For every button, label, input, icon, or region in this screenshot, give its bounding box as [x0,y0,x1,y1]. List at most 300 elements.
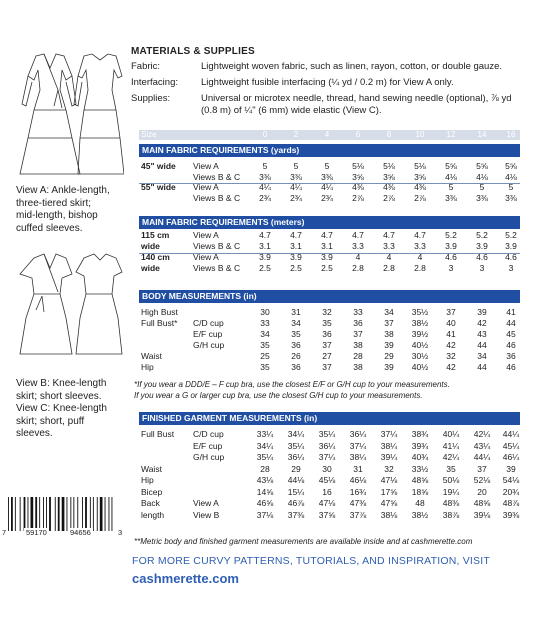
cell-value: 36 [353,318,363,328]
cell-value: 43 [477,329,487,339]
row-label: Full Bust [141,429,175,439]
size-header-bar [139,130,520,140]
cell-value: 4 [386,252,392,262]
cell-value: 17⅝ [380,486,398,497]
cell-value: 52⅛ [473,475,491,485]
cell-value: 36 [506,351,516,361]
cell-value: 4.6 [476,252,488,262]
barcode-bar [8,497,9,531]
cell-value: 42 [446,340,456,350]
barcode-digit-right: 3 [118,528,123,537]
cell-value: 46 [506,362,516,372]
cell-value: 37 [322,340,332,350]
cell-value: 2⅞ [352,192,364,203]
barcode-bar [43,497,44,531]
cell-value: 38½ [411,509,429,520]
cell-value: 33¼ [256,429,274,439]
cell-value: 2⅞ [414,192,426,203]
cell-value: 3⅝ [383,171,395,182]
cell-value: 35¼ [318,429,336,439]
row-sublabel: G/H cup [193,340,225,350]
size-col: 14 [477,130,487,139]
cell-value: 4¼ [321,182,333,192]
table-row [139,182,520,193]
view-bc-line: sleeves. [16,428,53,439]
cta-text: FOR MORE CURVY PATTERNS, TUTORIALS, AND INSPIRATION, VISIT [132,555,490,567]
cell-value: 31 [353,463,363,474]
cell-value: 2.5 [259,263,271,273]
cell-value: 47⅜ [349,498,367,508]
table-row [139,263,520,274]
body-note: If you wear a G or larger cup bra, use the closest G/H cup to your measurements. [134,391,423,400]
cell-value: 3.3 [383,241,395,251]
cell-value: 43¼ [473,440,491,451]
cell-value: 46⅛ [349,475,367,485]
cell-value: 45⅛ [318,475,336,485]
cell-value: 33½ [411,463,429,474]
cell-value: 5 [479,182,485,192]
view-bc-line: View B: Knee-length [16,378,107,389]
cell-value: 30 [260,307,270,317]
cell-value: 3⅜ [476,192,488,203]
row-label: 115 cm [141,230,170,240]
barcode-bar [35,497,37,531]
row-label: Hip [141,475,154,485]
cell-value: 40½ [411,340,429,350]
cell-value: 29 [291,463,301,474]
cell-value: 5⅛ [383,161,395,171]
cell-value: 28 [260,463,270,474]
cell-value: 44 [506,318,516,328]
cell-value: 44⅛ [287,475,305,485]
cell-value: 3 [508,263,514,273]
row-label: Back [141,498,160,508]
cell-value: 18⅝ [411,486,429,497]
row-label: Hip [141,362,154,372]
view-bc-caption [16,378,107,441]
cell-value: 27 [322,351,332,361]
cell-value: 37 [322,362,332,372]
cell-value: 38⅞ [442,509,460,520]
view-bc-line: skirt; short sleeves. [16,390,102,402]
finished-section-title: FINISHED GARMENT MEASUREMENTS (in) [139,412,520,425]
cell-value: 37¼ [380,429,398,439]
barcode-bar [55,497,56,531]
row-label: Bicep [141,486,163,497]
cell-value: 46⅞ [287,498,305,508]
row-sublabel: C/D cup [193,429,224,439]
cell-value: 34 [291,318,301,328]
cell-value: 43⅛ [256,475,274,485]
cell-value: 5⅝ [505,161,517,171]
materials-title: MATERIALS & SUPPLIES [131,46,255,57]
row-sublabel: E/F cup [193,329,223,339]
cell-value: 4¼ [259,182,271,192]
cell-value: 28 [353,351,363,361]
row-sublabel: G/H cup [193,452,225,462]
cell-value: 4.7 [352,230,364,240]
cell-value: 5 [448,182,454,192]
body-section-title: BODY MEASUREMENTS (in) [139,290,520,303]
cell-value: 35 [322,318,332,328]
table-row [139,172,520,183]
cell-value: 35 [291,329,301,339]
cell-value: 3⅝ [352,171,364,182]
cell-value: 16 [322,486,332,497]
cell-value: 38 [384,329,394,339]
cell-value: 41 [506,307,516,317]
cell-value: 4⅛ [505,171,517,182]
size-col: 12 [446,130,456,139]
view-a-caption [16,185,110,235]
cell-value: 35 [260,362,270,372]
barcode-bar [105,497,106,531]
view-a-line: View A: Ankle-length, [16,185,110,196]
cell-value: 19¼ [442,486,460,497]
cell-value: 34 [384,307,394,317]
materials-label: Fabric: [131,61,161,72]
cell-value: 4 [355,252,361,262]
barcode-bar [112,497,113,531]
cell-value: 4⅛ [445,171,457,182]
cell-value: 4.6 [445,252,457,262]
size-col: 0 [262,130,268,139]
barcode-bar [28,497,29,531]
cell-value: 38½ [411,318,429,328]
cell-value: 39 [384,362,394,372]
row-label: Waist [141,463,162,474]
cell-value: 37⅛ [256,509,274,520]
cell-value: 48⅝ [411,475,429,485]
cell-value: 26 [291,351,301,361]
row-label: 140 cm [141,252,170,262]
cell-value: 44¼ [473,452,491,462]
cell-value: 3.9 [476,241,488,251]
barcode-bar [100,497,103,531]
cell-value: 3.9 [445,241,457,251]
materials-text: Universal or microtex needle, thread, hand sewing needle (optional), ⅞ yd [201,93,512,104]
cell-value: 5⅛ [352,161,364,171]
cell-value: 20 [477,486,487,497]
table-row [139,252,520,263]
cell-value: 3 [479,263,485,273]
row-label: Waist [141,351,162,361]
cell-value: 37 [477,463,487,474]
barcode-bar [39,497,40,531]
row-sublabel: Views B & C [193,241,241,251]
barcode-bar [70,497,71,531]
barcode-bar [109,497,110,531]
cell-value: 5 [508,182,514,192]
cell-value: 15¼ [287,486,305,497]
cell-value: 48⅜ [442,498,460,508]
cell-value: 50⅛ [442,475,460,485]
cell-value: 30 [322,463,332,474]
cell-value: 2.8 [383,263,395,273]
cell-value: 41 [446,329,456,339]
barcode-digits-2: 94656 [70,528,91,537]
table-row [139,329,520,340]
cell-value: 40¾ [411,452,429,462]
cell-value: 39⅛ [473,509,491,520]
cell-value: 2.8 [352,263,364,273]
row-sublabel: Views B & C [193,171,241,182]
cell-value: 29 [384,351,394,361]
cell-value: 35¼ [256,452,274,462]
row-label: wide [141,263,160,273]
cell-value: 3.9 [505,241,517,251]
cell-value: 32 [384,463,394,474]
cell-value: 37 [446,307,456,317]
row-label: length [141,509,165,520]
barcode-bar [58,497,60,531]
table-row [139,452,520,464]
cell-value: 3⅜ [290,171,302,182]
cell-value: 5⅝ [476,161,488,171]
cell-value: 35½ [411,307,429,317]
size-label: Size [141,130,157,139]
barcode-bar [85,497,87,531]
cell-value: 2.8 [414,263,426,273]
cell-value: 33 [260,318,270,328]
size-col: 16 [506,130,516,139]
cell-value: 3.9 [290,252,302,262]
table-row [139,193,520,204]
barcode-bar [11,497,13,531]
table-row [139,510,520,522]
cell-value: 3.9 [321,252,333,262]
table-row [139,241,520,252]
barcode-bar [82,497,83,531]
materials-fabric [131,61,551,73]
cell-value: 3⅜ [505,192,517,203]
cell-value: 14⅝ [256,486,274,497]
cell-value: 16¾ [349,486,367,497]
cell-value: 39½ [411,329,429,339]
cell-value: 2.5 [290,263,302,273]
cell-value: 36 [291,362,301,372]
table-row [139,498,520,510]
table-row [139,318,520,329]
cell-value: 5⅛ [414,161,426,171]
cell-value: 44 [477,340,487,350]
barcode [0,495,121,537]
cell-value: 40¼ [442,429,460,439]
cell-value: 25 [260,351,270,361]
view-bc-line: View C: Knee-length [16,403,107,414]
cell-value: 34¼ [287,429,305,439]
cell-value: 37 [353,329,363,339]
cell-value: 38 [353,362,363,372]
cell-value: 4.7 [414,230,426,240]
cell-value: 4.7 [259,230,271,240]
cell-value: 47⅝ [380,498,398,508]
cell-value: 38¼ [380,440,398,451]
cell-value: 39 [384,340,394,350]
cell-value: 3 [448,263,454,273]
size-col: 4 [324,130,330,139]
cell-value: 33 [353,307,363,317]
cell-value: 39 [477,307,487,317]
cell-value: 35¼ [287,440,305,451]
cell-value: 5.2 [505,230,517,240]
cell-value: 30½ [411,351,429,361]
materials-supplies [131,93,551,117]
cell-value: 36¼ [287,452,305,462]
cell-value: 42 [446,362,456,372]
cell-value: 40 [446,318,456,328]
cell-value: 34 [260,329,270,339]
table-row [139,362,520,373]
cell-value: 42¼ [442,452,460,462]
cell-value: 48⅝ [473,498,491,508]
table-row [139,464,520,476]
body-note: *If you wear a DDD/E – F cup bra, use the closest E/F or G/H cup to your measurements. [134,380,450,389]
cell-value: 31 [291,307,301,317]
cell-value: 42 [477,318,487,328]
cell-value: 4⅜ [414,182,426,192]
cell-value: 2.5 [321,263,333,273]
table-row [139,307,520,318]
cell-value: 35 [260,340,270,350]
barcode-bar [46,497,47,531]
table-row [139,230,520,241]
row-label: 45" wide [141,161,176,171]
cell-value: 5 [262,161,268,171]
cell-value: 32 [322,307,332,317]
cell-value: 41¼ [442,440,460,451]
row-sublabel: C/D cup [193,318,224,328]
row-label: wide [141,241,160,251]
cell-value: 39¾ [411,440,429,451]
cell-value: 48 [415,498,425,508]
barcode-bar [97,497,98,531]
view-bc-illustration [14,250,124,360]
cell-value: 4⅛ [476,171,488,182]
size-col: 2 [293,130,299,139]
cell-value: 3.1 [321,241,333,251]
size-col: 6 [355,130,361,139]
cell-value: 3⅜ [259,171,271,182]
cell-value: 37⅝ [318,509,336,520]
cell-value: 46 [506,340,516,350]
cell-value: 2¾ [259,192,271,203]
cell-value: 44¼ [502,429,520,439]
table-row [139,487,520,499]
row-sublabel: Views B & C [193,192,241,203]
barcode-bar [24,497,26,531]
materials-interfacing [131,77,551,89]
cell-value: 45 [506,329,516,339]
cell-value: 32 [446,351,456,361]
materials-text: Lightweight fusible interfacing (¼ yd / 0.2 m) for View A only. [201,77,454,88]
barcode-digits-1: 59170 [26,528,47,537]
barcode-bar [67,497,68,531]
row-sublabel: View A [193,161,219,171]
cell-value: 47⅛ [318,498,336,508]
barcode-bar [77,497,78,531]
cell-value: 36¼ [349,429,367,439]
website-link[interactable]: cashmerette.com [132,571,239,586]
cell-value: 3⅜ [321,171,333,182]
cell-value: 4.7 [383,230,395,240]
cell-value: 42¼ [473,429,491,439]
barcode-bar [31,497,34,531]
cell-value: 34¼ [256,440,274,451]
cell-value: 3.1 [259,241,271,251]
cell-value: 5 [324,161,330,171]
barcode-bar [93,497,94,531]
cell-value: 3.3 [414,241,426,251]
materials-text: Lightweight woven fabric, such as linen, rayon, cotton, or double gauze. [201,61,503,72]
cell-value: 2⅞ [383,192,395,203]
table-row [139,340,520,351]
cell-value: 2¾ [290,192,302,203]
cell-value: 38 [353,340,363,350]
meters-section-title: MAIN FABRIC REQUIREMENTS (meters) [139,216,520,229]
cell-value: 39¼ [380,452,398,462]
cell-value: 36 [291,340,301,350]
row-sublabel: View A [193,498,219,508]
view-a-line: cuffed sleeves. [16,222,83,234]
table-row [139,441,520,453]
cell-value: 4.7 [321,230,333,240]
row-label: Full Bust* [141,318,178,328]
cell-value: 37⅞ [349,509,367,520]
barcode-bar [73,497,74,531]
row-sublabel: View A [193,230,219,240]
cell-value: 4.7 [290,230,302,240]
row-sublabel: View A [193,182,219,192]
row-sublabel: Views B & C [193,263,241,273]
table-row [139,429,520,441]
cell-value: 39⅜ [502,509,520,520]
cell-value: 37¼ [318,452,336,462]
view-a-illustration [14,50,124,180]
cell-value: 44 [477,362,487,372]
cell-value: 40½ [411,362,429,372]
barcode-bar [49,497,51,531]
barcode-digit-left: 7 [2,528,7,537]
cell-value: 37⅜ [287,509,305,520]
cell-value: 2¾ [321,192,333,203]
cell-value: 36¼ [318,440,336,451]
cell-value: 47⅛ [380,475,398,485]
cell-value: 45¼ [502,440,520,451]
cell-value: 3.9 [259,252,271,262]
row-label: 55" wide [141,182,176,192]
cell-value: 20¾ [502,486,520,497]
cell-value: 5.2 [476,230,488,240]
materials-label: Interfacing: [131,77,178,88]
table-row [139,161,520,172]
row-label: High Bust [141,307,178,317]
cell-value: 54⅛ [502,475,520,485]
view-a-line: mid-length, bishop [16,210,98,221]
cell-value: 37¼ [349,440,367,451]
yards-section-title: MAIN FABRIC REQUIREMENTS (yards) [139,144,520,157]
cell-value: 4⅜ [352,182,364,192]
cell-value: 4⅜ [383,182,395,192]
row-sublabel: View A [193,252,219,262]
cell-value: 35 [446,463,456,474]
barcode-bar [15,497,16,531]
view-bc-line: skirt; short, puff [16,415,85,427]
cell-value: 5.2 [445,230,457,240]
cell-value: 38¼ [349,452,367,462]
barcode-bar [90,497,91,531]
cell-value: 4¼ [290,182,302,192]
